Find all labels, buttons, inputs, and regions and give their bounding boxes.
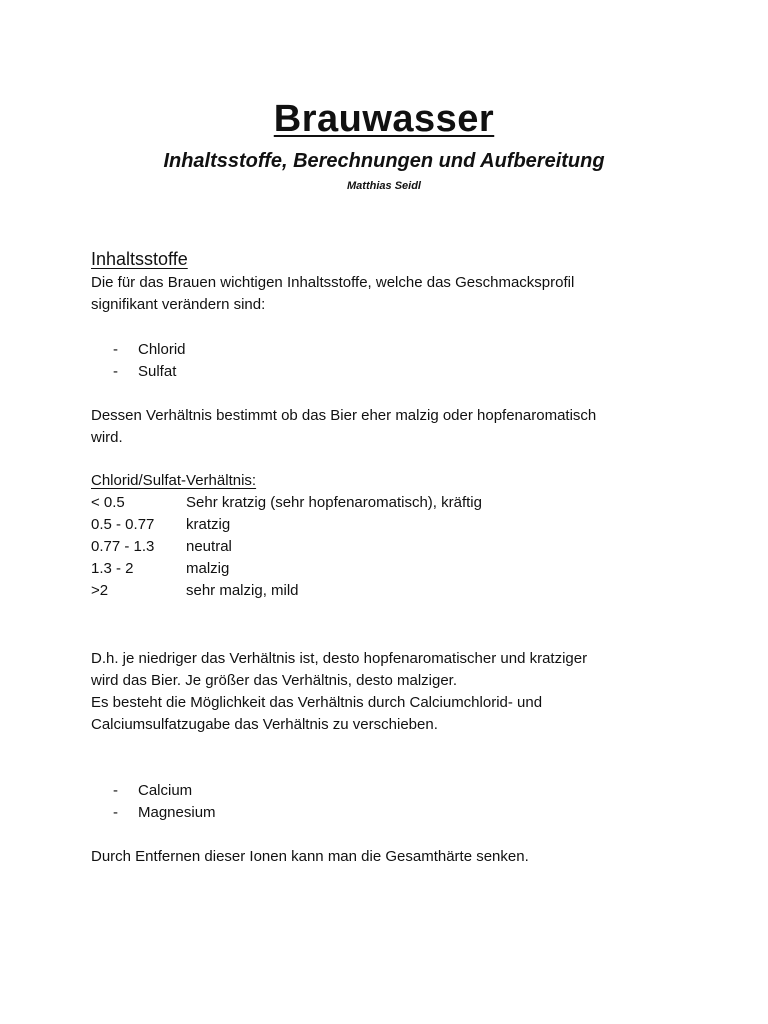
ratio-description: sehr malzig, mild (186, 582, 299, 599)
explanation-line-2: wird das Bier. Je größer das Verhältnis, desto malziger. (91, 672, 458, 689)
table-row (91, 580, 482, 602)
ratio-range: 1.3 - 2 (91, 560, 134, 577)
list-dash: - (113, 782, 118, 799)
ion-list-calcium-magnesium (113, 780, 216, 824)
ratio-description: neutral (186, 538, 232, 555)
list-dash: - (113, 341, 118, 358)
ratio-note-paragraph (91, 405, 596, 449)
explanation-line-3: Es besteht die Möglichkeit das Verhältnis durch Calciumchlorid- und (91, 694, 543, 711)
list-dash: - (113, 804, 118, 821)
ratio-note-line-1: Dessen Verhältnis bestimmt ob das Bier eher malzig oder hopfenaromatisch (91, 407, 597, 424)
table-row (91, 514, 482, 536)
list-item-text: Sulfat (138, 363, 177, 380)
ratio-description: malzig (186, 560, 230, 577)
table-row (91, 492, 482, 514)
intro-line-1: Die für das Brauen wichtigen Inhaltsstoffe, welche das Geschmacksprofil (91, 274, 575, 291)
intro-line-2: signifikant verändern sind: (91, 296, 266, 313)
ion-list-chloride-sulfate (113, 339, 186, 383)
ratio-range: >2 (91, 582, 109, 599)
document-subtitle: Inhaltsstoffe, Berechnungen und Aufbereitung (163, 150, 605, 172)
section-heading-inhaltsstoffe: Inhaltsstoffe (91, 249, 188, 269)
list-item-text: Chlorid (138, 341, 186, 358)
ratio-description: Sehr kratzig (sehr hopfenaromatisch), kräftig (186, 494, 482, 511)
ratio-description: kratzig (186, 516, 231, 533)
list-item (113, 361, 186, 383)
ratio-range: 0.5 - 0.77 (91, 516, 155, 533)
ratio-range: < 0.5 (91, 494, 125, 511)
list-item-text: Magnesium (138, 804, 216, 821)
explanation-line-1: D.h. je niedriger das Verhältnis ist, desto hopfenaromatischer und kratziger (91, 650, 588, 667)
list-item (113, 780, 216, 802)
table-row (91, 536, 482, 558)
document-title: Brauwasser (273, 98, 495, 140)
list-item (113, 339, 186, 361)
explanation-line-4: Calciumsulfatzugabe das Verhältnis zu verschieben. (91, 716, 438, 733)
list-dash: - (113, 363, 118, 380)
ratio-range: 0.77 - 1.3 (91, 538, 155, 555)
document-author: Matthias Seidl (347, 180, 421, 192)
ratio-note-line-2: wird. (91, 429, 123, 446)
intro-paragraph (91, 272, 574, 316)
list-item-text: Calcium (138, 782, 193, 799)
explanation-paragraph (91, 648, 587, 736)
ratio-table (91, 492, 482, 602)
hardness-note: Durch Entfernen dieser Ionen kann man die Gesamthärte senken. (91, 848, 529, 865)
table-row (91, 558, 482, 580)
ratio-heading: Chlorid/Sulfat-Verhältnis: (91, 472, 257, 489)
list-item (113, 802, 216, 824)
